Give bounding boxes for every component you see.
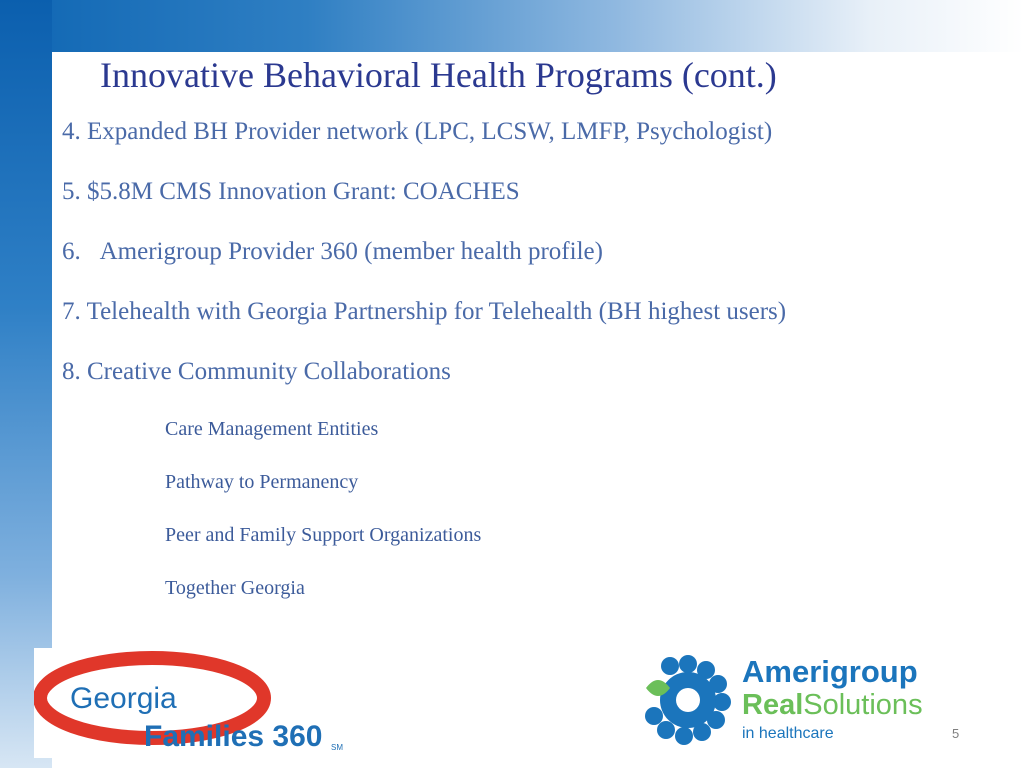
logo-text-amerigroup: Amerigroup xyxy=(742,654,918,689)
slide-title: Innovative Behavioral Health Programs (cont.) xyxy=(100,55,777,95)
item-text: $5.8M CMS Innovation Grant: COACHES xyxy=(87,178,520,205)
item-number: 5. xyxy=(62,178,81,205)
logo-text-solutions: Solutions xyxy=(803,689,923,721)
logo-text-in-healthcare: in healthcare xyxy=(742,725,834,742)
item-number: 4. xyxy=(62,118,81,145)
sub-item-care-management: Care Management Entities xyxy=(165,418,379,440)
sub-item-pathway: Pathway to Permanency xyxy=(165,471,359,493)
logo-text-families-360: Families 360 xyxy=(144,720,323,753)
list-item-5 xyxy=(62,178,520,206)
georgia-families-logo xyxy=(34,648,354,758)
amerigroup-logo xyxy=(640,650,980,745)
page-number: 5 xyxy=(952,726,960,741)
item-number: 6. xyxy=(62,238,81,265)
logo-text-georgia: Georgia xyxy=(70,682,177,715)
logo-service-mark: SM xyxy=(331,743,343,752)
list-item-4 xyxy=(62,118,772,146)
item-number: 8. xyxy=(62,358,81,385)
list-item-7 xyxy=(62,298,786,326)
list-item-8 xyxy=(62,358,451,386)
sub-item-peer-family: Peer and Family Support Organizations xyxy=(165,524,482,546)
item-number: 7. xyxy=(62,298,81,325)
sub-item-together-georgia: Together Georgia xyxy=(165,577,305,599)
item-text: Amerigroup Provider 360 (member health profile) xyxy=(99,238,603,265)
item-text: Telehealth with Georgia Partnership for Telehealth (BH highest users) xyxy=(86,298,787,325)
item-text: Expanded BH Provider network (LPC, LCSW, LMFP, Psychologist) xyxy=(87,118,773,145)
list-item-6 xyxy=(62,238,603,266)
amerigroup-burst-icon xyxy=(645,655,731,745)
logo-text-realsolutions xyxy=(742,689,923,721)
item-text: Creative Community Collaborations xyxy=(87,358,451,385)
logo-text-real: Real xyxy=(742,689,804,721)
